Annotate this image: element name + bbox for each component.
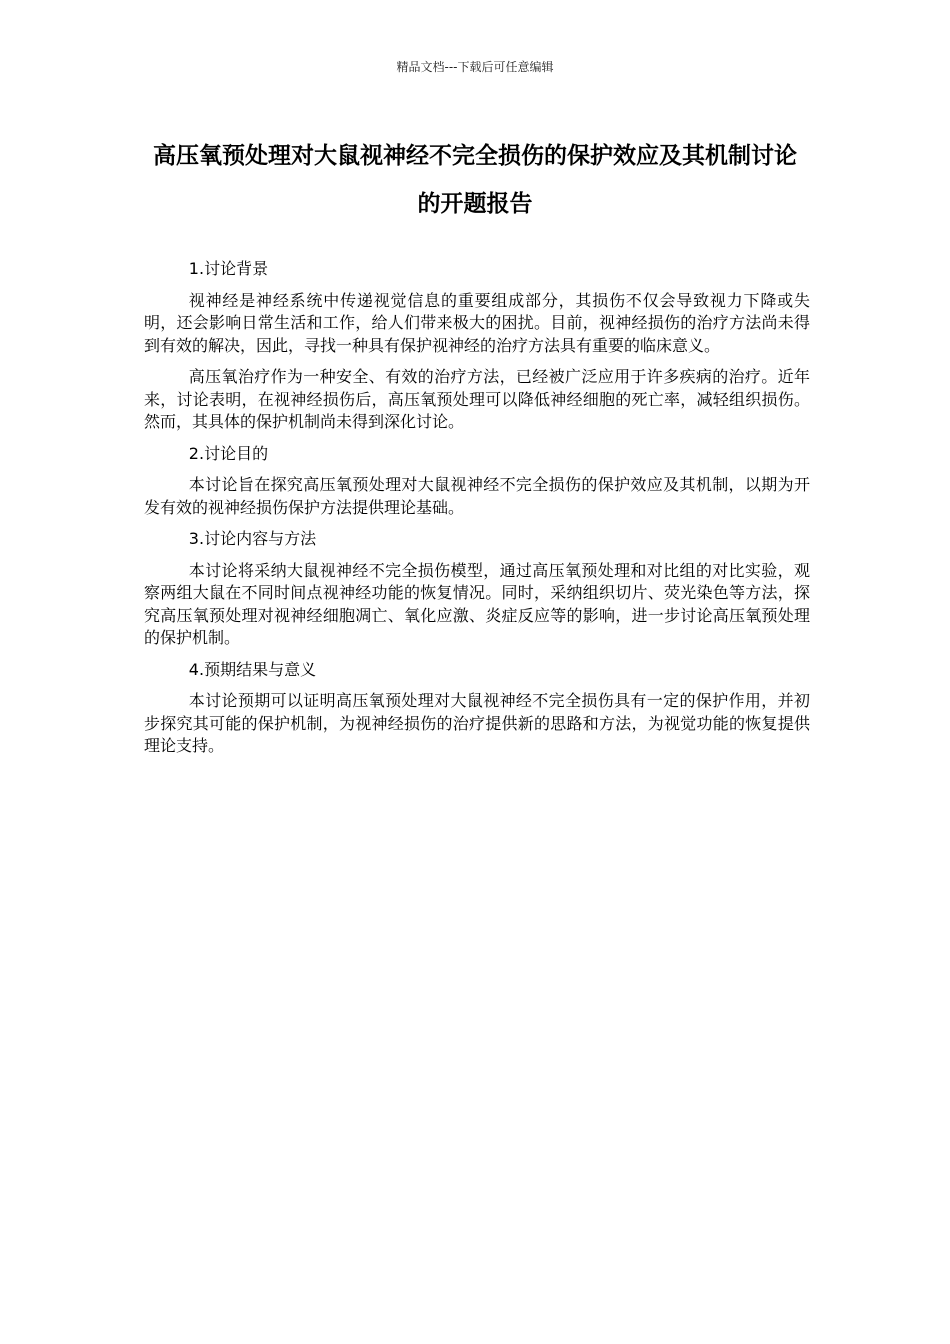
section-heading: 2.讨论目的 bbox=[188, 443, 269, 463]
section-content-methods bbox=[144, 528, 810, 650]
document-body bbox=[144, 258, 810, 767]
section-purpose bbox=[144, 443, 810, 520]
section-background bbox=[144, 258, 810, 434]
paragraph: 视神经是神经系统中传递视觉信息的重要组成部分，其损伤不仅会导致视力下降或失明，还会影响日常生活和工作，给人们带来极大的困扰。目前，视神经损伤的治疗方法尚未得到有效的解决，因此，寻找一种具有保护视神经的治疗方法具有重要的临床意义。 bbox=[144, 290, 810, 355]
document-title: 高压氧预处理对大鼠视神经不完全损伤的保护效应及其机制讨论的开题报告 bbox=[153, 143, 797, 217]
section-heading: 3.讨论内容与方法 bbox=[188, 529, 317, 548]
section-expected-results bbox=[144, 659, 810, 758]
section-heading: 1.讨论背景 bbox=[188, 259, 269, 278]
paragraph: 本讨论预期可以证明高压氧预处理对大鼠视神经不完全损伤具有一定的保护作用，并初步探究其可能的保护机制，为视神经损伤的治疗提供新的思路和方法，为视觉功能的恢复提供理论支持。 bbox=[144, 691, 810, 755]
paragraph: 本讨论将采纳大鼠视神经不完全损伤模型，通过高压氧预处理和对比组的对比实验，观察两组大鼠在不同时间点视神经功能的恢复情况。同时，采纳组织切片、荧光染色等方法，探究高压氧预处理对视神经细胞凋亡、氧化应激、炎症反应等的影响，进一步讨论高压氧预处理的保护机制。 bbox=[144, 560, 810, 647]
section-heading: 4.预期结果与意义 bbox=[188, 659, 317, 679]
header-note: 精品文档---下载后可任意编辑 bbox=[396, 60, 554, 74]
paragraph: 高压氧治疗作为一种安全、有效的治疗方法，已经被广泛应用于许多疾病的治疗。近年来，讨论表明，在视神经损伤后，高压氧预处理可以降低神经细胞的死亡率，减轻组织损伤。然而，其具体的保护机制尚未得到深化讨论。 bbox=[144, 367, 810, 431]
paragraph: 本讨论旨在探究高压氧预处理对大鼠视神经不完全损伤的保护效应及其机制，以期为开发有效的视神经损伤保护方法提供理论基础。 bbox=[144, 475, 810, 517]
